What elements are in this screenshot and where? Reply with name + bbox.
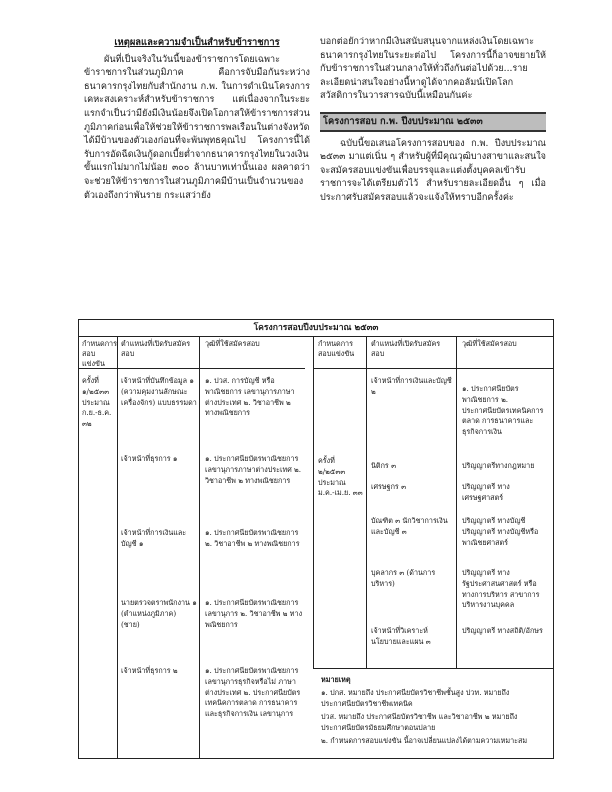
period-round-1: ครั้งที่ ๑/๒๕๓๓ ประมาณ ก.ย.-ธ.ค. ๓๒	[82, 376, 112, 429]
right-column-paragraph-bottom: ฉบับนี้ขอเสนอโครงการสอบของ ก.พ. ปีงบประมาณ ๒๕๓๓ มาแต่เนิ่น ๆ สำหรับผู้ที่มีคุณวุฒิบางสาขาและสนใจจะสมัครสอบแข่งขันเพื่อบรรจุและแต่งตั้งบุคคลเข้ารับราชการจะได้เตรียมตัวไว้ สำหรับรายละเอียดอื่น ๆ เมื่อประกาศรับสมัครสอบแล้วจะแจ้งให้ทราบอีกครั้งค่ะ	[320, 138, 546, 203]
period-round-2: ครั้งที่ ๒/๒๕๓๓ ประมาณ ม.ค.-เม.ย. ๓๓	[318, 456, 363, 498]
exam-schedule-table	[78, 319, 554, 759]
table-row-qualification: ปริญญาตรี ทางเศรษฐศาสตร์	[462, 482, 510, 502]
notes-line: ปวส. หมายถึง ประกาศนียบัตรวิชาชีพ และวิชาอาชีพ ๒ หมายถึงประกาศนียบัตรมัธยมศึกษาตอนปลาย	[321, 712, 518, 732]
table-row-position: เจ้าหน้าที่บันทึกข้อมูล ๑ (ความคุมงานลักษณะเครื่องจักร) แบบธรรมดา	[121, 376, 197, 407]
right-column-paragraph-top: บอกต่อยักว่าหากมีเงินสนับสนุนจากแหล่งเงินโดยเฉพาะธนาคารกรุงไทยในระยะต่อไป โครงการนี้ก็อาจขยายให้กับข้าราชการในส่วนกลางให้ทั่วถึงกันต่อไปด้วย...รายละเอียดน่าสนใจอย่างนี้หาดูได้จากคอลัมน์เปิดโลกสวัสดิการในวารสารฉบับนี้เหมือนกันค่ะ	[320, 37, 546, 102]
notes-line: ๑. ปกส. หมายถึง ประกาศนียบัตรวิชาชีพชั้นสูง ปวท. หมายถึง ประกาศนียบัตรวิชาชีพเทคนิค	[321, 688, 510, 708]
table-right-half	[313, 336, 554, 669]
table-notes	[313, 668, 553, 748]
left-column-heading: เหตุผลและความจำเป็นสำหรับข้าราชการ	[114, 37, 280, 48]
table-row-position: เจ้าหน้าที่การเงินและบัญชี ๒	[371, 376, 452, 396]
table-row-qualification: ๑. ประกาศนียบัตรพาณิชยการ เลขานุการธุรกิจหรือไม่ ภาษาต่างประเทศ ๒. ประกาศนียบัตรเทคนิคการตลาด การธนาคารและธุรกิจการเงิน เลขานุการ	[205, 666, 301, 719]
table-row-qualification: ๑. ประกาศนียบัตรพาณิชยการ ๒. วิชาอาชีพ ๒ ทางพณิชยการ	[205, 528, 300, 548]
table-row-qualification: ๑. ปวส. การบัญชี หรือพาณิชยการ เลขานุการภาษาต่างประเทศ ๒. วิชาอาชีพ ๒ ทางพณิชยการ	[205, 376, 295, 418]
table-row-qualification: ๑. ประกาศนียบัตรพาณิชยการ เลขานุการภาษาต่างประเทศ ๒. วิชาอาชีพ ๒ ทางพณิชยการ	[205, 454, 302, 485]
table-row-qualification: ปริญญาตรี ทางสถิติ/อักษร	[462, 626, 543, 635]
header-position: ตำแหน่งที่เปิดรับสมัครสอบ	[371, 339, 441, 358]
header-period: กำหนดการสอบแข่งขัน	[82, 339, 117, 368]
table-row-qualification: ปริญญาตรี ทางบัญชี ปริญญาตรี ทางบัญชีหรือพาณิชยศาสตร์	[462, 516, 539, 547]
header-period: กำหนดการสอบแข่งขัน	[318, 339, 355, 358]
table-row-position: บุคลากร ๓ (ด้านการบริหาร)	[371, 568, 436, 588]
exam-project-heading: โครงการสอบ ก.พ. ปีงบประมาณ ๒๕๓๓	[320, 112, 546, 132]
table-row-position: นายตรวจตราพนักงาน ๑ (ตำแหน่งภูมิภาค) (ชาย)	[121, 598, 197, 629]
header-qualification: วุฒิที่ใช้สมัครสอบ	[462, 339, 517, 348]
table-title: โครงการสอบปีงบประมาณ ๒๕๓๓	[79, 320, 553, 337]
table-row-qualification: ปริญญาตรีทางกฎหมาย	[462, 461, 535, 470]
notes-label: หมายเหตุ	[321, 675, 351, 684]
table-row-qualification: ปริญญาตรี ทางรัฐประศาสนศาสตร์ หรือทางการบริหาร สาขาการบริหารงานบุคคล	[462, 568, 540, 610]
table-row-qualification: ๑. ประกาศนียบัตรพาณิชยการ ๒. ประกาศนียบัตรเทคนิคการตลาด การธนาคารและธุรกิจการเงิน	[462, 384, 544, 437]
right-article-column	[320, 36, 546, 206]
header-position: ตำแหน่งที่เปิดรับสมัครสอบ	[121, 339, 191, 358]
table-row-qualification: ๑. ประกาศนียบัตรพาณิชยการ เลขานุการ ๒. วิชาอาชีพ ๒ ทางพณิชยการ	[205, 598, 303, 629]
table-row-position: เจ้าหน้าที่ธุรการ ๒	[121, 666, 178, 675]
table-left-half	[79, 336, 305, 758]
header-qualification: วุฒิที่ใช้สมัครสอบ	[205, 339, 260, 348]
left-article-column	[84, 36, 310, 203]
notes-line: ๒. กำหนดการสอบแข่งขัน นี้อาจเปลี่ยนแปลงได้ตามความเหมาะสม	[321, 736, 528, 745]
left-column-paragraph: ผันที่เป็นจริงในวันนี้ของข้าราชการโดยเฉพาะข้าราชการในส่วนภูมิภาค คือการจับมือกันระหว่างธนาคารกรุงไทยกับสำนักงาน ก.พ. ในการดำเนินโครงการเคหะสงเคราะห์สำหรับข้าราชการ แต่เนื่องจากในระยะแรกจำเป็นว่ามียังมีเงินน้อยจึงเปิดโอกาสให้ข้าราชการส่วนภูมิภาคก่อนเพื่อให้ช่วยให้ข้าราชการพลเรือนในต่างจังหวัดได้มีบ้านของตัวเองก่อนที่จะพ้นพุทธคุณไป โครงการนี้ได้รับการอัดฉีดเงินกู้ดอกเบี้ยต่ำจากธนาคารกรุงไทยในวงเงินขั้นแรกไม่มากไม่น้อย ๓๐๐ ล้านบาทเท่านั้นเอง ผลคาดว่าจะช่วยให้ข้าราชการในส่วนภูมิภาคมีบ้านเป็นจำนวนของตัวเองถึงกว่าพันราย กระแสว่ายัง	[84, 54, 310, 201]
table-row-position: เจ้าหน้าที่ธุรการ ๑	[121, 454, 178, 463]
table-row-position: นิติกร ๓	[371, 461, 396, 470]
table-row-position: เจ้าหน้าที่การเงินและบัญชี ๑	[121, 528, 187, 548]
table-row-position: เจ้าหน้าที่วิเคราะห์นโยบายและแผน ๓	[371, 626, 431, 646]
table-row-position: เศรษฐกร ๓	[371, 482, 406, 491]
table-row-position: บัณฑิต ๓ นักวิชาการเงินและบัญชี ๓	[371, 516, 448, 536]
